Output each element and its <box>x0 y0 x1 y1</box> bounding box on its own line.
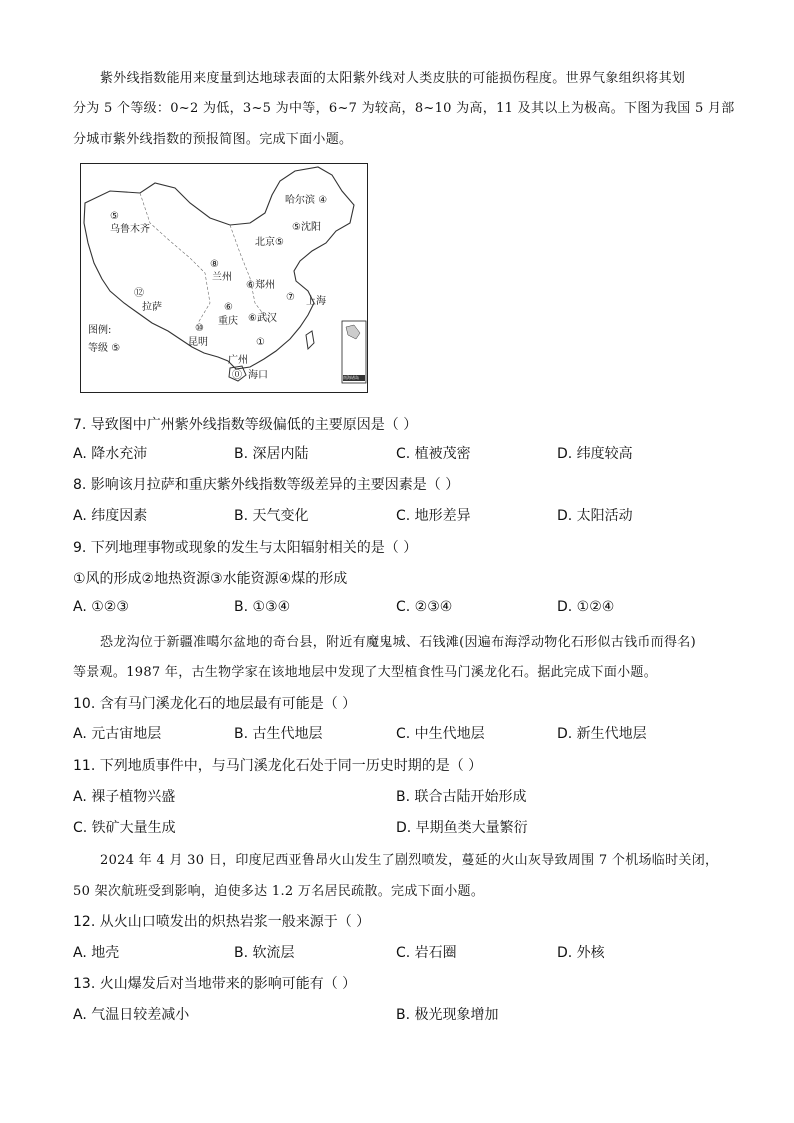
q9-option-c[interactable]: C. ②③④ <box>396 599 453 615</box>
q7-option-a[interactable]: A. 降水充沛 <box>73 446 148 462</box>
q12-option-a[interactable]: A. 地壳 <box>73 945 120 961</box>
q10-option-c[interactable]: C. 中生代地层 <box>396 726 485 742</box>
q11-option-a[interactable]: A. 裸子植物兴盛 <box>73 789 176 805</box>
question-13-stem: 13. 火山爆发后对当地带来的影响可能有（ ） <box>73 976 357 992</box>
city-lasa: ⑫ 拉萨 <box>134 288 162 313</box>
q11-option-d[interactable]: D. 早期鱼类大量繁衍 <box>396 820 528 836</box>
city-guangzhou: ① 广州 <box>228 337 265 366</box>
q11-option-c[interactable]: C. 铁矿大量生成 <box>73 820 176 836</box>
intro3-line-2: 50 架次航班受到影响，迫使多达 1.2 万名居民疏散。完成下面小题。 <box>73 884 485 899</box>
q11-option-b[interactable]: B. 联合古陆开始形成 <box>396 789 527 805</box>
city-kunming: ⑩ 昆明 <box>188 323 208 348</box>
question-9-sub: ①风的形成②地热资源③水能资源④煤的形成 <box>73 571 348 587</box>
question-11-stem: 11. 下列地质事件中，与马门溪龙化石处于同一历史时期的是（ ） <box>73 758 483 774</box>
city-wulumuqi: ⑤ 乌鲁木齐 <box>110 211 150 235</box>
question-12-stem: 12. 从火山口喷发出的炽热岩浆一般来源于（ ） <box>73 914 371 930</box>
question-8-stem: 8. 影响该月拉萨和重庆紫外线指数等级差异的主要因素是（ ） <box>73 477 460 493</box>
q9-option-b[interactable]: B. ①③④ <box>234 599 291 615</box>
question-7-stem: 7. 导致图中广州紫外线指数等级偏低的主要原因是（ ） <box>73 417 418 433</box>
city-lanzhou: ⑧ 兰州 <box>210 259 232 283</box>
q9-option-a[interactable]: A. ①②③ <box>73 599 129 615</box>
q12-option-b[interactable]: B. 软流层 <box>234 945 295 961</box>
city-wuhan: ⑥武汉 <box>248 313 277 324</box>
q8-option-b[interactable]: B. 天气变化 <box>234 508 309 524</box>
q8-option-a[interactable]: A. 纬度因素 <box>73 508 148 524</box>
q12-option-d[interactable]: D. 外核 <box>557 945 605 961</box>
south-china-sea-inset <box>342 321 366 383</box>
inset-label: 南海诸岛 <box>343 375 359 380</box>
q10-option-d[interactable]: D. 新生代地层 <box>557 726 647 742</box>
question-10-stem: 10. 含有马门溪龙化石的地层最有可能是（ ） <box>73 696 357 712</box>
q12-option-c[interactable]: C. 岩石圈 <box>396 945 457 961</box>
legend-title: 图例: <box>88 325 112 336</box>
city-shanghai: ⑦ 上海 <box>286 292 326 307</box>
q13-option-a[interactable]: A. 气温日较差减小 <box>73 1007 190 1023</box>
intro2-line-2: 等景观。1987 年，古生物学家在该地地层中发现了大型植食性马门溪龙化石。据此完成下面小题。 <box>73 665 658 680</box>
q8-option-d[interactable]: D. 太阳活动 <box>557 508 633 524</box>
city-haikou: ⓪ 海口 <box>232 370 268 381</box>
q9-option-d[interactable]: D. ①②④ <box>557 599 615 615</box>
q7-option-c[interactable]: C. 植被茂密 <box>396 446 471 462</box>
legend-item: 等级 ⑤ <box>88 343 121 354</box>
q7-option-d[interactable]: D. 纬度较高 <box>557 446 633 462</box>
intro1-line-3: 分城市紫外线指数的预报简图。完成下面小题。 <box>73 132 353 147</box>
city-shenyang: ⑤沈阳 <box>292 222 321 233</box>
q8-option-c[interactable]: C. 地形差异 <box>396 508 471 524</box>
q13-option-b[interactable]: B. 极光现象增加 <box>396 1007 499 1023</box>
intro1-line-1: 紫外线指数能用来度量到达地球表面的太阳紫外线对人类皮肤的可能损伤程度。世界气象组织将其划 <box>100 71 686 86</box>
question-9-stem: 9. 下列地理事物或现象的发生与太阳辐射相关的是（ ） <box>73 540 418 556</box>
intro2-line-1: 恐龙沟位于新疆准噶尔盆地的奇台县，附近有魔鬼城、石钱滩(因遍布海浮动物化石形似古钱币而得名) <box>100 635 696 650</box>
city-beijing: 北京⑤ <box>255 237 284 248</box>
q10-option-a[interactable]: A. 元古宙地层 <box>73 726 162 742</box>
city-haerbin: 哈尔滨 ④ <box>285 195 328 206</box>
q10-option-b[interactable]: B. 古生代地层 <box>234 726 323 742</box>
intro1-line-2: 分为 5 个等级：0~2 为低，3~5 为中等，6~7 为较高，8~10 为高，11 及其以上为极高。下图为我国 5 月部 <box>73 101 735 116</box>
city-chongqing: ⑥ 重庆 <box>218 302 238 327</box>
city-zhengzhou: ⑥郑州 <box>246 280 275 291</box>
intro3-line-1: 2024 年 4 月 30 日，印度尼西亚鲁昂火山发生了剧烈喷发，蔓延的火山灰导致周围 7 个机场临时关闭， <box>100 853 719 868</box>
q7-option-b[interactable]: B. 深居内陆 <box>234 446 309 462</box>
uv-index-map <box>80 163 368 393</box>
